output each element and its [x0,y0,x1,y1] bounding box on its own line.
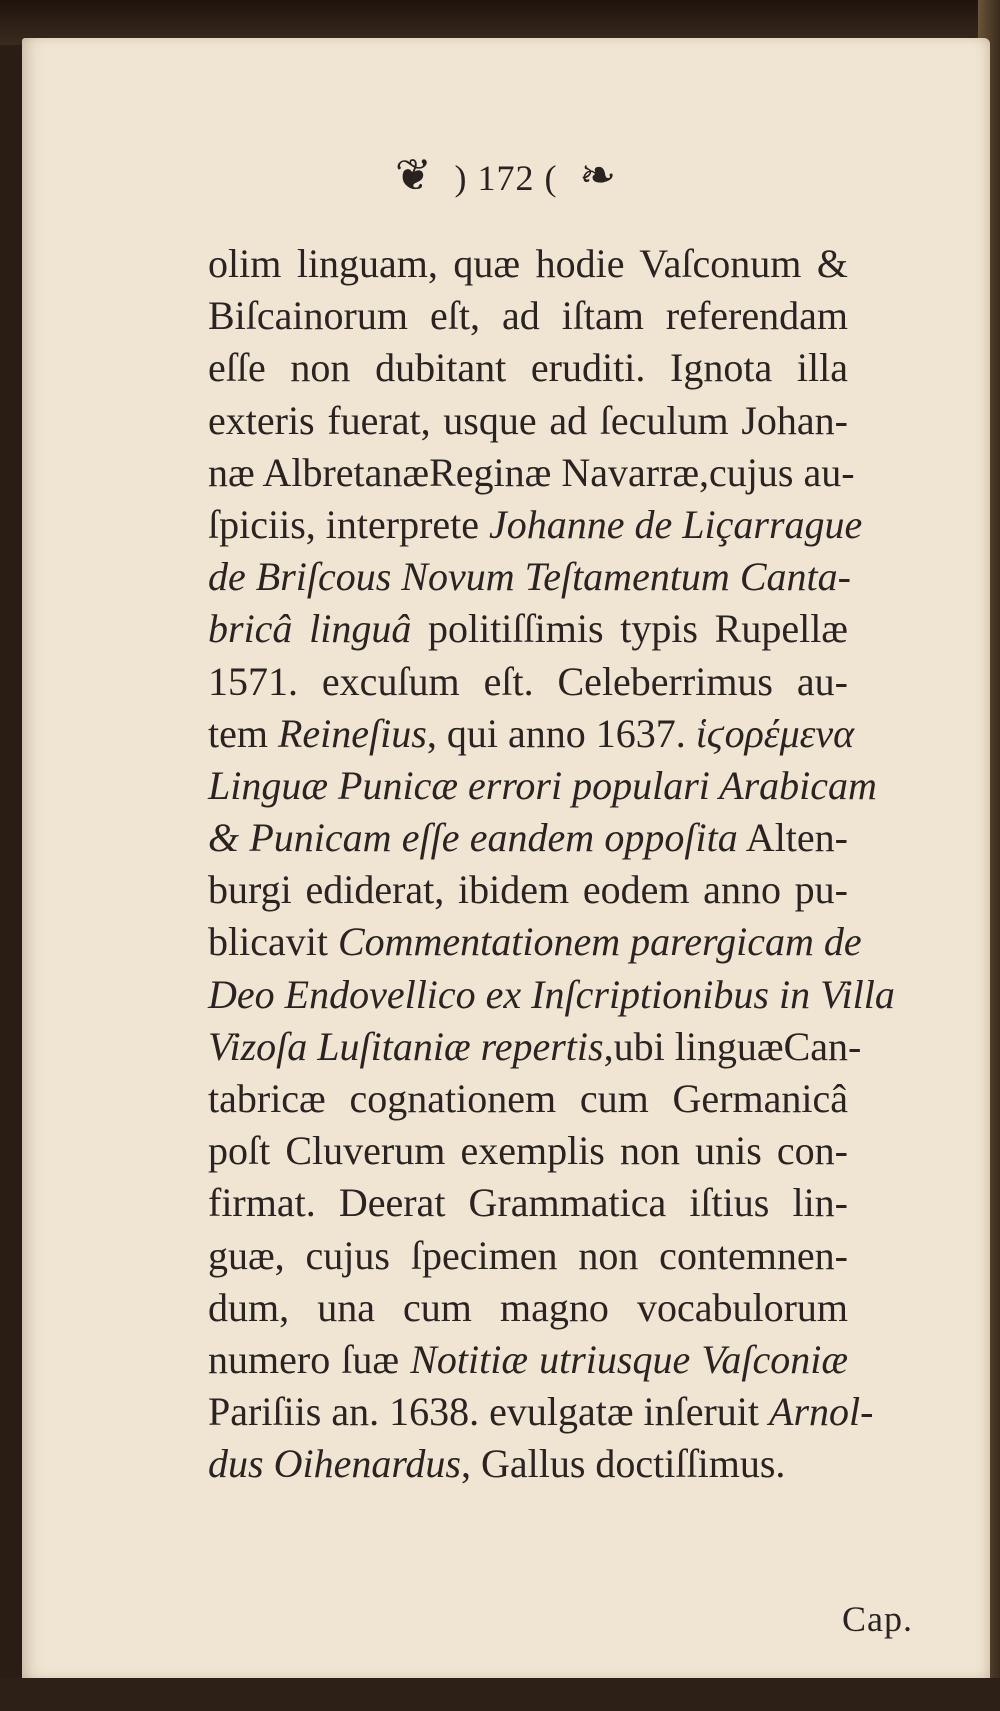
roman-segment: ,ubi linguæCan- [603,1023,862,1069]
text-line [208,342,848,394]
roman-segment: dum, una cum magno vocabulorum [208,1284,848,1330]
italic-segment: dus Oihenardus [208,1441,461,1487]
text-line [208,1438,848,1490]
roman-segment: Alten- [737,815,848,861]
bottom-shadow [0,1678,1000,1711]
text-line [208,1386,874,1438]
text-line [208,395,848,447]
roman-segment: ſpiciis, interprete [208,501,490,547]
italic-segment: Notitiæ utriusque Vaſconiæ [410,1336,848,1382]
book-page [22,38,990,1678]
page-header [22,150,990,201]
italic-segment: Johanne de Liçarrague [489,501,863,547]
text-line [208,603,848,655]
text-line [208,1177,848,1229]
roman-segment: numero ſuæ [208,1336,411,1382]
roman-segment: , qui anno 1637. [426,710,696,756]
text-line [208,708,855,760]
roman-segment: eſſe non dubitant eruditi. Ignota illa [208,345,848,391]
body-text [208,238,895,1491]
text-line [208,1230,848,1282]
roman-segment: tabricæ cognationem cum Germanicâ [208,1076,848,1121]
roman-segment: burgi ediderat, ibidem eodem anno pu- [208,867,848,913]
roman-segment: firmat. Deerat Grammatica iſtius lin- [208,1180,848,1226]
roman-segment: Biſcainorum eſt, ad iſtam referendam [208,293,848,339]
italic-segment: Reineſius [277,710,427,756]
roman-segment: guæ, cujus ſpecimen non contemnen- [208,1232,848,1278]
italic-segment: Vizoſa Luſitaniæ repertis [208,1023,604,1069]
roman-segment: 1571. excuſum eſt. Celeberrimus au- [208,658,848,704]
italic-segment: bricâ linguâ [208,606,412,652]
text-line [208,238,848,290]
text-line [208,812,848,864]
italic-segment: Linguæ Punicæ errori populari Arabicam [208,762,877,808]
text-line [208,1334,848,1386]
text-line [208,864,848,916]
text-line [208,1282,848,1334]
text-line [208,916,862,968]
roman-segment: poſt Cluverum exemplis non unis con- [208,1128,848,1174]
page-number: ) 172 ( [454,158,558,198]
left-ornament-icon: ❦ [394,150,433,201]
roman-segment: olim linguam, quæ hodie Vaſconum & [208,241,848,286]
text-line [208,969,895,1021]
italic-segment: Deo Endovellico ex Inſcriptionibus in Villa [208,971,895,1017]
text-line [208,1125,848,1177]
italic-segment: Commentationem parergicam de [337,919,862,965]
roman-segment: Pariſiis an. 1638. evulgatæ inſeruit [208,1389,770,1435]
italic-segment: & Punicam eſſe eandem oppoſita [208,815,738,861]
text-line [208,656,848,708]
right-ornament-icon: ❧ [579,150,618,201]
italic-segment: ἱϛορέμενα [695,710,855,756]
italic-segment: Arnol- [769,1389,874,1435]
text-line [208,499,863,551]
roman-segment: tem [208,710,278,756]
roman-segment: politiſſimis typis Rupellæ [411,606,848,652]
roman-segment: næ AlbretanæReginæ Navarræ,cujus au- [208,449,855,495]
text-line [208,1021,862,1073]
text-line [208,290,848,342]
text-line [208,760,877,812]
roman-segment: blicavit [208,919,338,965]
italic-segment: de Briſcous Novum Teſtamentum Canta- [208,554,851,600]
text-line [208,1073,848,1125]
text-line [208,551,851,603]
roman-segment: exteris fuerat, usque ad ſeculum Johan- [208,397,848,443]
roman-segment: , Gallus doctiſſimus. [460,1441,786,1487]
catchword: Cap. [842,1599,913,1639]
text-line [208,447,855,499]
